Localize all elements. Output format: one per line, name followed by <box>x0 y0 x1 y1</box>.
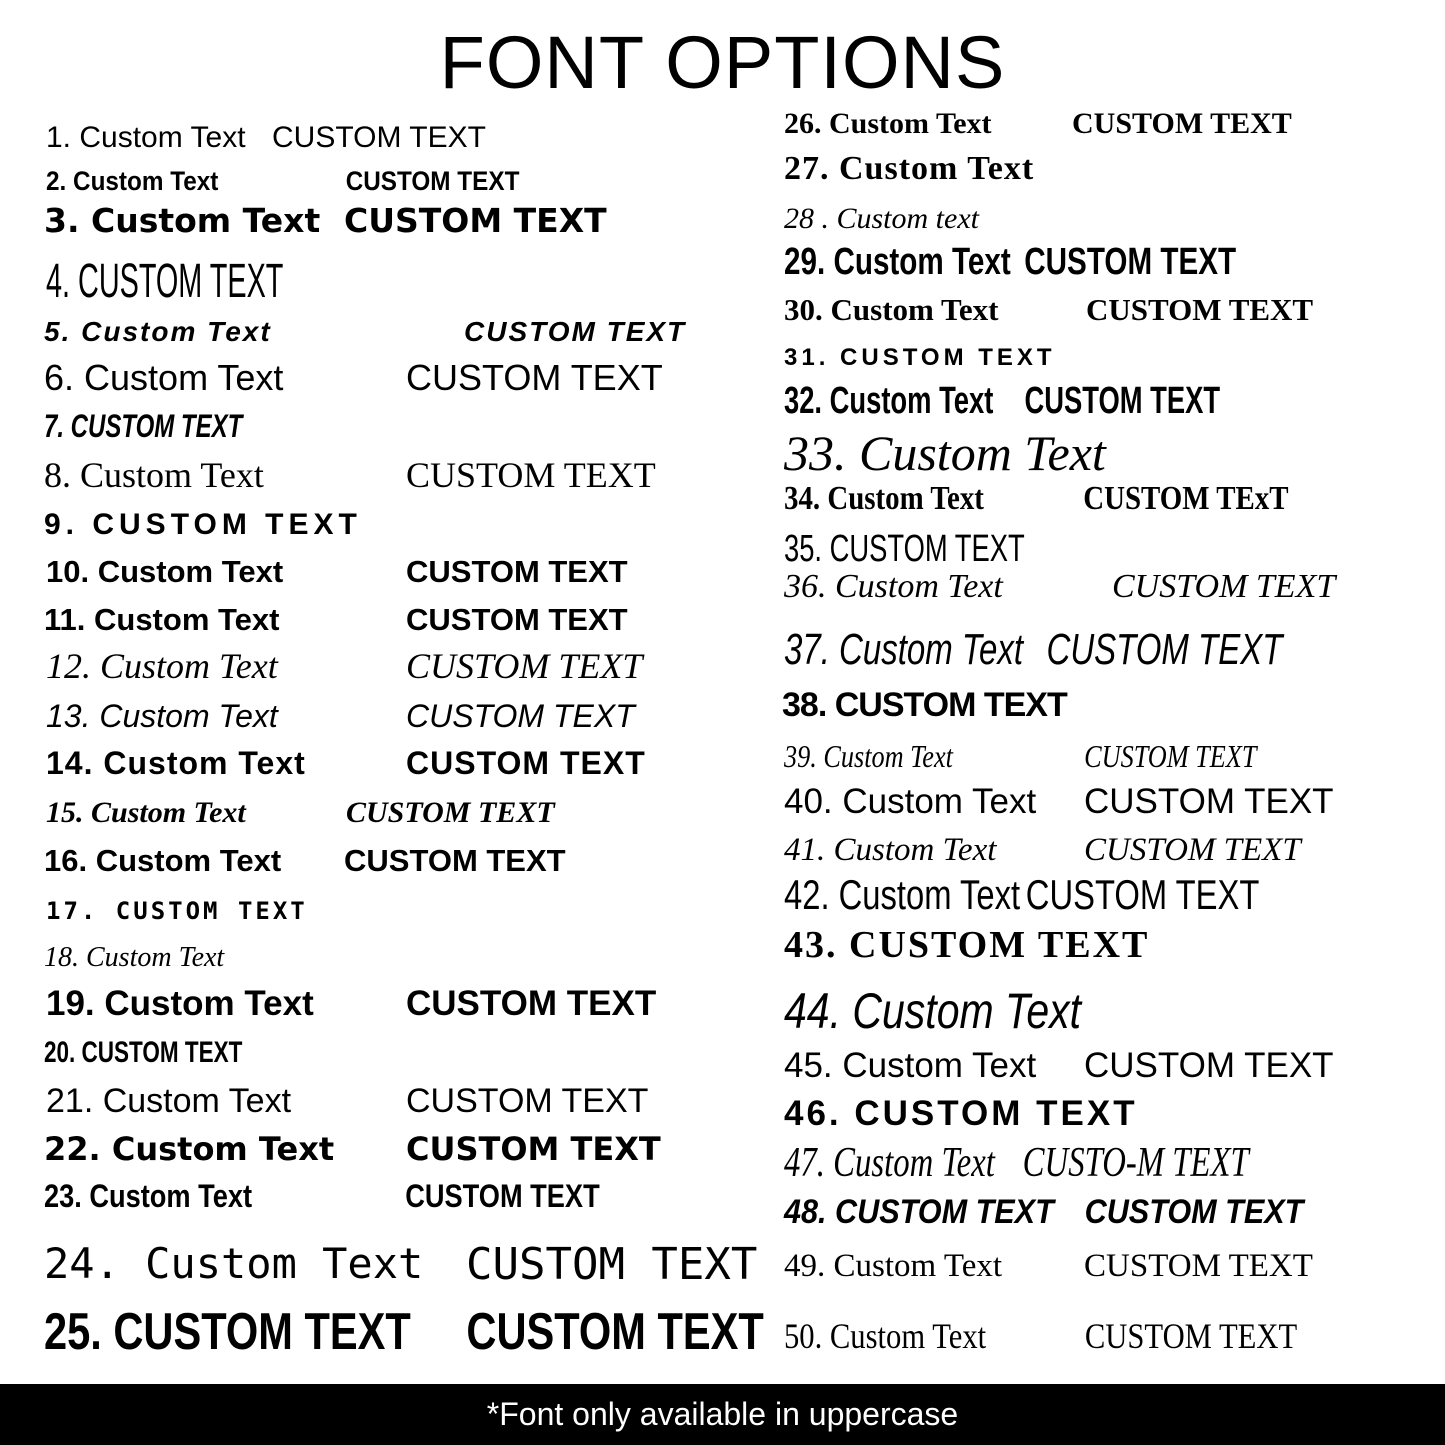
font-option-label: 31. CUSTOM TEXT <box>784 344 1056 371</box>
font-option-uppercase: CUSTOM TEXT <box>466 1303 764 1361</box>
font-option-uppercase: CUSTOM TEXT <box>1084 1193 1304 1231</box>
font-option-label: 40. Custom Text <box>784 782 1037 821</box>
font-option-uppercase: CUSTOM TEXT <box>406 554 628 589</box>
font-option-label: 9. CUSTOM TEXT <box>44 508 362 541</box>
font-option-label: 36. Custom Text <box>784 568 1003 605</box>
font-option-uppercase: CUSTOM TEXT <box>1025 871 1260 918</box>
font-option-label: 7. CUSTOM TEXT <box>44 408 243 444</box>
font-option-uppercase: CUSTOM TEXT <box>466 1239 758 1290</box>
font-option-label: 50. Custom Text <box>784 1316 987 1356</box>
font-option-uppercase: CUSTOM TExT <box>1083 480 1289 517</box>
font-option-label: 28 . Custom text <box>784 202 979 235</box>
font-option-uppercase: CUSTOM TEXT <box>464 316 687 347</box>
font-option-uppercase: CUSTOM TEXT <box>1084 1248 1313 1284</box>
font-option-label: 33. Custom Text <box>784 425 1106 481</box>
font-option-label: 41. Custom Text <box>784 832 997 868</box>
font-list-right <box>740 0 1445 1385</box>
font-option-uppercase: CUSTOM TEXT <box>1024 241 1237 283</box>
font-option-uppercase: CUSTOM TEXT <box>406 1130 661 1168</box>
font-option-label: 22. Custom Text <box>44 1130 335 1168</box>
font-option-label: 24. Custom Text <box>44 1239 424 1288</box>
font-option-label: 42. Custom Text <box>784 871 1021 918</box>
font-option-label: 11. Custom Text <box>44 602 280 637</box>
font-option-uppercase: CUSTOM TEXT <box>1072 107 1292 140</box>
font-option-label: 43. CUSTOM TEXT <box>784 924 1150 966</box>
font-option-uppercase: CUSTOM TEXT <box>1084 832 1301 868</box>
font-option-label: 25. CUSTOM TEXT <box>44 1303 411 1361</box>
font-option-label: 26. Custom Text <box>784 107 992 140</box>
font-option-uppercase: CUSTOM TEXT <box>405 1178 600 1214</box>
font-option-uppercase: CUSTOM TEXT <box>406 357 663 398</box>
font-option-uppercase: CUSTOM TEXT <box>406 646 643 686</box>
font-option-label: 34. Custom Text <box>784 480 984 517</box>
uppercase-only-note: *Font only available in uppercase <box>0 1384 1445 1445</box>
font-option-uppercase: CUSTOM TEXT <box>344 201 607 240</box>
font-option-label: 30. Custom Text <box>784 292 999 327</box>
font-option-label: 44. Custom Text <box>784 983 1082 1039</box>
font-option-label: 27. Custom Text <box>784 150 1035 187</box>
font-option-uppercase: CUSTOM TEXT <box>406 602 628 637</box>
font-option-uppercase: CUSTOM TEXT <box>346 796 555 829</box>
font-option-uppercase: CUSTOM TEXT <box>1086 292 1314 327</box>
font-option-label: 5. Custom Text <box>44 316 272 347</box>
font-option-label: 23. Custom Text <box>44 1178 253 1214</box>
font-option-uppercase: CUSTOM TEXT <box>406 1082 649 1120</box>
font-option-label: 20. CUSTOM TEXT <box>44 1036 243 1069</box>
font-option-label: 38. CUSTOM TEXT <box>782 686 1067 724</box>
font-option-uppercase: CUSTOM TEXT <box>1084 1046 1334 1085</box>
font-option-label: 14. Custom Text <box>46 745 306 781</box>
font-option-uppercase: CUSTOM TEXT <box>1112 568 1336 605</box>
font-option-label: 2. Custom Text <box>46 166 219 196</box>
font-option-label: 32. Custom Text <box>784 380 994 422</box>
page-title: FONT OPTIONS <box>439 21 1006 104</box>
font-option-label: 19. Custom Text <box>46 984 314 1023</box>
font-option-label: 49. Custom Text <box>784 1248 1003 1284</box>
font-option-uppercase: CUSTOM TEXT <box>406 745 646 781</box>
font-option-uppercase: CUSTOM TEXT <box>345 166 520 196</box>
font-option-label: 45. Custom Text <box>784 1046 1037 1085</box>
font-option-label: 47. Custom Text <box>784 1140 995 1186</box>
font-option-label: 17. CUSTOM TEXT <box>46 897 308 925</box>
font-option-label: 1. Custom Text <box>46 121 246 154</box>
font-option-uppercase: CUSTOM TEXT <box>1084 782 1334 821</box>
font-option-label: 35. CUSTOM TEXT <box>784 528 1025 570</box>
font-option-label: 37. Custom Text <box>784 625 1024 674</box>
font-option-label: 3. Custom Text <box>44 201 321 240</box>
font-option-label: 8. Custom Text <box>44 455 264 495</box>
font-option-label: 16. Custom Text <box>44 843 282 878</box>
font-option-uppercase: CUSTO-M TEXT <box>1022 1140 1249 1186</box>
font-option-uppercase: CUSTOM TEXT <box>406 984 657 1023</box>
font-option-uppercase: CUSTOM TEXT <box>406 698 635 734</box>
font-option-label: 48. CUSTOM TEXT <box>784 1193 1054 1231</box>
font-option-uppercase: CUSTOM TEXT <box>406 455 656 495</box>
font-option-label: 13. Custom Text <box>46 698 278 734</box>
font-option-label: 4. CUSTOM TEXT <box>46 255 284 308</box>
font-option-uppercase: CUSTOM TEXT <box>272 121 486 154</box>
font-option-label: 46. CUSTOM TEXT <box>784 1094 1138 1133</box>
font-option-uppercase: CUSTOM TEXT <box>1084 738 1257 774</box>
font-option-uppercase: CUSTOM TEXT <box>344 843 566 878</box>
font-option-uppercase: CUSTOM TEXT <box>1046 625 1283 674</box>
font-option-label: 39. Custom Text <box>784 738 953 774</box>
font-option-label: 6. Custom Text <box>44 357 284 398</box>
font-option-label: 21. Custom Text <box>46 1082 292 1120</box>
font-option-label: 15. Custom Text <box>46 796 246 829</box>
font-option-label: 12. Custom Text <box>46 646 278 686</box>
font-option-uppercase: CUSTOM TEXT <box>1084 1316 1298 1356</box>
font-option-uppercase: CUSTOM TEXT <box>1024 380 1221 422</box>
font-option-label: 18. Custom Text <box>44 942 225 973</box>
font-option-label: 29. Custom Text <box>784 241 1011 283</box>
font-option-label: 10. Custom Text <box>46 554 284 589</box>
